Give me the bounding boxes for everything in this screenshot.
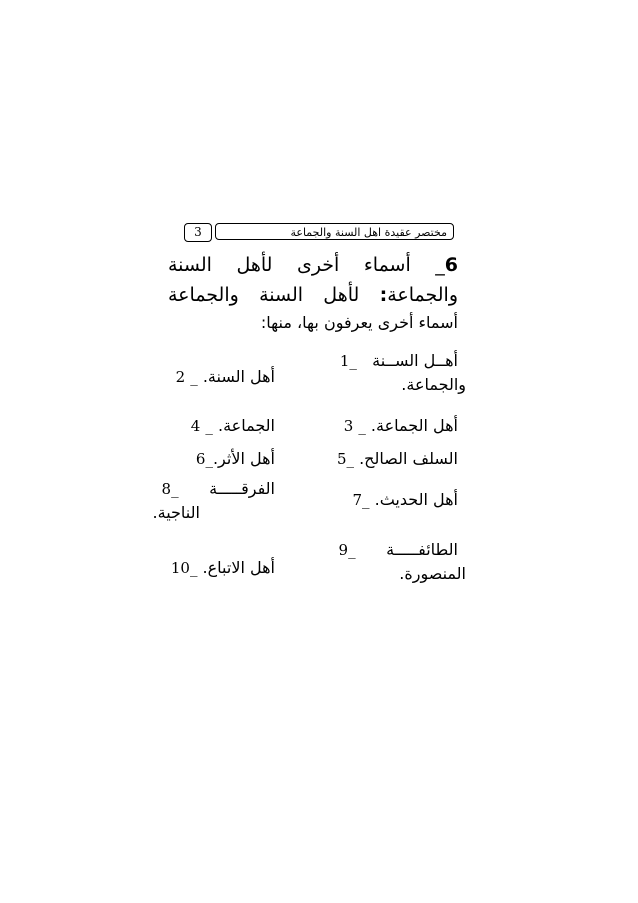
list-item-5: السلف الصالح. _5 <box>336 449 458 468</box>
list-item-8: الفرقـــــة _8 الناجية. <box>152 479 275 522</box>
list-item-2: أهل السنة. _ 2 <box>175 367 275 386</box>
section-heading-text: _ أسماء أخرى لأهل السنة <box>168 254 445 276</box>
list-item-7: أهل الحديث. _7 <box>352 490 458 509</box>
list-item-4: الجماعة. _ 4 <box>190 416 275 435</box>
intro-text: أسماء أخرى يعرفون بها، منها: <box>260 313 458 332</box>
section-heading-line2 <box>168 284 458 306</box>
page-number: 3 <box>184 223 212 242</box>
list-item-9: الطائفـــــة _9 المنصورة. <box>338 540 466 583</box>
heading-jamaa: والجماعة <box>387 284 458 306</box>
list-item-6: أهل الأثر._6 <box>195 449 275 468</box>
list-item-3: أهل الجماعة. _ 3 <box>343 416 458 435</box>
book-title: مختصر عقيدة اهل السنة والجماعة <box>215 223 454 240</box>
heading-ahl-sunna: لأهل السنة والجماعة <box>168 284 360 306</box>
list-item-10: أهل الاتباع. _10 <box>170 558 275 577</box>
list-item-1: أهــل الســنة _1 والجماعة. <box>339 351 466 394</box>
section-number: 6 <box>444 254 458 276</box>
section-heading-line1 <box>168 254 458 276</box>
heading-colon: : <box>379 284 388 306</box>
page-header <box>184 223 456 242</box>
